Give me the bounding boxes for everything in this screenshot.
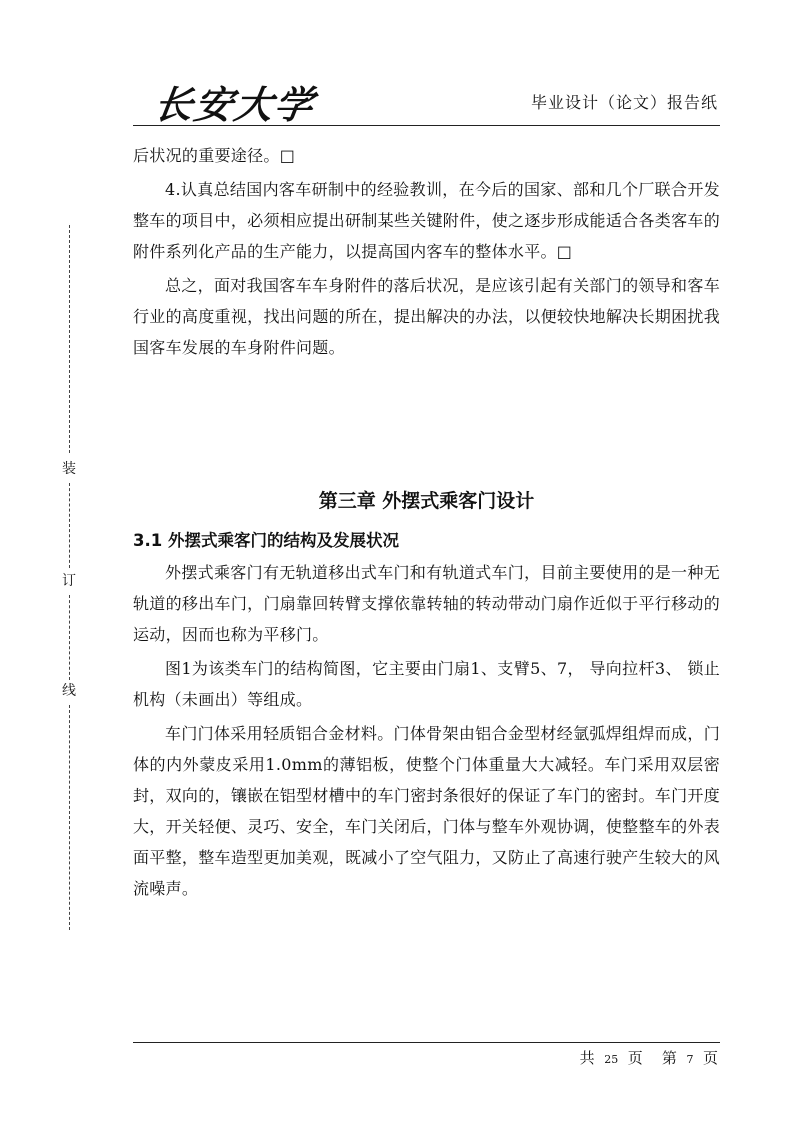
binding-char-xian: 线 [62,683,76,699]
page-body [133,140,720,904]
binding-char-ding: 订 [62,573,76,589]
paragraph: 外摆式乘客门有无轨道移出式车门和有轨道式车门，目前主要使用的是一种无轨道的移出车门，门扇靠回转臂支撑依靠转轴的转动带动门扇作近似于平行移动的运动，因而也称为平移门。 [133,563,720,644]
header-rule [133,125,720,126]
binding-char-zhuang: 装 [62,461,76,477]
footer-page-unit-2: 页 [702,1049,718,1067]
footer-page-unit: 页 [627,1049,643,1067]
university-logo: 长安大学 [151,82,318,127]
binding-dash-line [69,483,70,568]
paragraph: 总之，面对我国客车车身附件的落后状况，是应该引起有关部门的领导和客车行业的高度重视，找出问题的所在，提出解决的办法，以便较快地解决长期困扰我国客车发展的车身附件问题。 [133,276,720,357]
binding-dash-line [69,705,70,930]
header-title: 毕业设计（论文）报告纸 [530,93,718,112]
page-footer [133,1042,720,1073]
binding-dash-line [69,595,70,680]
page-header [133,68,720,128]
page-count [580,1047,718,1068]
paragraph: 图1为该类车门的结构简图，它主要由门扇1、支臂5、7， 导向拉杆3、 锁止机构（未画出）等组成。 [133,659,720,709]
binding-dash-line [69,225,70,453]
chapter-title: 第三章 外摆式乘客门设计 [318,490,535,512]
footer-current-label: 第 [661,1049,677,1067]
section-title: 3.1 外摆式乘客门的结构及发展状况 [133,531,399,550]
paragraph: 后状况的重要途径。□ [133,146,296,165]
binding-margin [60,225,80,930]
total-pages: 25 [604,1053,619,1066]
paragraph: 4.认真总结国内客车研制中的经验教训，在今后的国家、部和几个厂联合开发整车的项目中，必须相应提出研制某些关键附件，使之逐步形成能适合各类客车的附件系列化产品的生产能力，以提高国内客车的整体水平。□ [133,180,720,261]
paragraph: 车门门体采用轻质铝合金材料。门体骨架由铝合金型材经氩弧焊组焊而成，门体的内外蒙皮采用1.0mm的薄铝板，使整个门体重量大大减轻。车门采用双层密封，双向的，镶嵌在铝型材槽中的车门密封条很好的保证了车门的密封。车门开度大，开关轻便、灵巧、安全，车门关闭后，门体与整车外观协调，使整整车的外表面平整，整车造型更加美观，既减小了空气阻力，又防止了高速行驶产生较大的风流噪声。 [133,724,720,898]
current-page: 7 [686,1053,694,1066]
footer-total-label: 共 [579,1049,595,1067]
